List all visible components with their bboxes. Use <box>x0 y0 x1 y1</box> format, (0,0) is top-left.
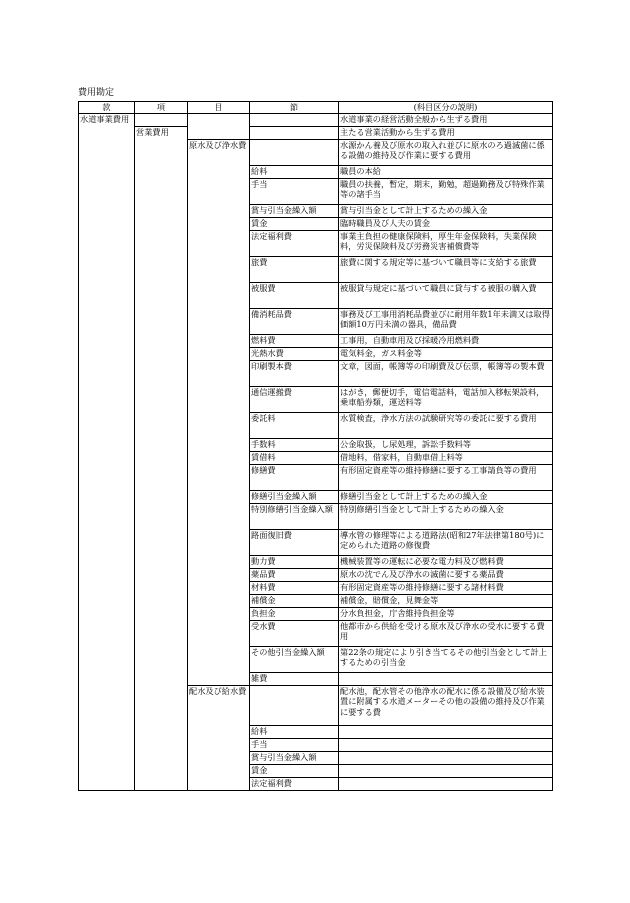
cell-kan <box>79 738 135 751</box>
cell-moku <box>188 672 250 685</box>
table-row <box>79 360 553 386</box>
header-moku: 目 <box>188 102 250 114</box>
cell-kan <box>79 594 135 607</box>
cell-kan <box>79 529 135 555</box>
cell-setsu: 修繕引当金繰入額 <box>250 490 339 503</box>
cell-kan <box>79 360 135 386</box>
cell-moku <box>188 217 250 230</box>
cell-description: 文章，図面，帳簿等の印刷費及び伝票，帳簿等の製本費 <box>339 360 553 386</box>
table-row <box>79 751 553 764</box>
cell-kou <box>135 308 188 334</box>
table-row <box>79 568 553 581</box>
cell-moku <box>188 165 250 178</box>
cell-kou: 営業費用 <box>135 126 188 139</box>
cell-moku: 原水及び浄水費 <box>188 139 250 165</box>
cell-kou <box>135 438 188 451</box>
cell-kan <box>79 347 135 360</box>
cell-moku <box>188 503 250 529</box>
cell-kou <box>135 607 188 620</box>
cell-moku <box>188 282 250 308</box>
cell-moku <box>188 204 250 217</box>
cell-kou <box>135 347 188 360</box>
cell-kan <box>79 764 135 777</box>
cell-kou <box>135 360 188 386</box>
cell-setsu: 旅費 <box>250 256 339 282</box>
cell-kan <box>79 568 135 581</box>
cell-moku <box>188 308 250 334</box>
cell-description: 導水管の修理等による道路法(昭和27年法律第180号)に定められた道路の修復費 <box>339 529 553 555</box>
table-row <box>79 503 553 529</box>
cell-moku <box>188 777 250 790</box>
cell-description: 他都市から供給を受ける原水及び浄水の受水に要する費用 <box>339 620 553 646</box>
cell-description: 原水の沈でん及び浄水の滅菌に要する薬品費 <box>339 568 553 581</box>
cell-setsu: 薬品費 <box>250 568 339 581</box>
cell-moku <box>188 412 250 438</box>
cell-kan <box>79 672 135 685</box>
cell-setsu: 光熱水費 <box>250 347 339 360</box>
cell-description: 有形固定資産等の維持修繕に要する工事請負等の費用 <box>339 464 553 490</box>
cell-description: 被服貸与規定に基づいて職員に貸与する被服の購入費 <box>339 282 553 308</box>
cell-moku <box>188 126 250 139</box>
cell-moku <box>188 113 250 126</box>
cell-description: 修繕引当金として計上するための繰入金 <box>339 490 553 503</box>
cell-setsu: 被服費 <box>250 282 339 308</box>
cell-kou <box>135 412 188 438</box>
cell-moku <box>188 646 250 672</box>
table-row <box>79 738 553 751</box>
table-row <box>79 113 553 126</box>
cell-setsu: 賃借料 <box>250 451 339 464</box>
header-setsu: 節 <box>250 102 339 114</box>
cell-description: はがき，郵便切手，電信電話料，電話加入移転架設料，乗車船券類，運送料等 <box>339 386 553 412</box>
cell-moku <box>188 256 250 282</box>
cell-kou <box>135 568 188 581</box>
table-row <box>79 607 553 620</box>
table-row <box>79 230 553 256</box>
cell-setsu: 手当 <box>250 178 339 204</box>
cell-setsu <box>250 113 339 126</box>
cell-kou <box>135 620 188 646</box>
cell-kou <box>135 256 188 282</box>
cell-description <box>339 764 553 777</box>
cell-description <box>339 672 553 685</box>
cell-kou <box>135 751 188 764</box>
cell-description: 有形固定資産等の維持修繕に要する諸材料費 <box>339 581 553 594</box>
cell-description: 配水池，配水管その他浄水の配水に係る設備及び給水装置に附属する水道メーターその他の設備の維持及び作業に要する費 <box>339 685 553 725</box>
table-row <box>79 347 553 360</box>
cell-description <box>339 725 553 738</box>
table-body <box>79 113 553 790</box>
cell-kou <box>135 594 188 607</box>
cell-kan <box>79 685 135 725</box>
table-row <box>79 412 553 438</box>
cell-description: 電気料金，ガス料金等 <box>339 347 553 360</box>
cell-moku <box>188 438 250 451</box>
cell-kou <box>135 464 188 490</box>
cell-description: 機械装置等の運転に必要な電力料及び燃料費 <box>339 555 553 568</box>
cell-kou <box>135 503 188 529</box>
cell-kan <box>79 139 135 165</box>
cell-kan <box>79 386 135 412</box>
cell-moku <box>188 178 250 204</box>
table-row <box>79 581 553 594</box>
cell-moku <box>188 490 250 503</box>
cell-setsu: 給料 <box>250 725 339 738</box>
cell-moku <box>188 529 250 555</box>
expense-account-table <box>78 101 553 791</box>
table-row <box>79 204 553 217</box>
cell-moku <box>188 230 250 256</box>
cell-moku <box>188 751 250 764</box>
cell-kou <box>135 529 188 555</box>
cell-kan <box>79 412 135 438</box>
cell-setsu: 路面復旧費 <box>250 529 339 555</box>
cell-moku <box>188 451 250 464</box>
table-row <box>79 672 553 685</box>
table-row <box>79 217 553 230</box>
cell-moku <box>188 581 250 594</box>
cell-setsu: 手当 <box>250 738 339 751</box>
table-row <box>79 178 553 204</box>
cell-description: 水源かん養及び原水の取入れ並びに原水のろ過滅菌に係る設備の維持及び作業に要する費用 <box>339 139 553 165</box>
cell-kou <box>135 165 188 178</box>
table-row <box>79 764 553 777</box>
cell-kou <box>135 451 188 464</box>
cell-description <box>339 751 553 764</box>
cell-setsu: 受水費 <box>250 620 339 646</box>
cell-moku <box>188 725 250 738</box>
cell-kou <box>135 282 188 308</box>
table-row <box>79 685 553 725</box>
cell-moku <box>188 594 250 607</box>
cell-description: 水道事業の経営活動全般から生ずる費用 <box>339 113 553 126</box>
table-row <box>79 438 553 451</box>
cell-setsu <box>250 139 339 165</box>
table-row <box>79 620 553 646</box>
cell-description: 職員の本給 <box>339 165 553 178</box>
table-row <box>79 594 553 607</box>
cell-moku <box>188 334 250 347</box>
cell-kan: 水道事業費用 <box>79 113 135 126</box>
cell-description: 臨時職員及び人夫の賃金 <box>339 217 553 230</box>
cell-description: 主たる営業活動から生ずる費用 <box>339 126 553 139</box>
cell-description: 職員の扶養，暫定，期末，勤勉，超過勤務及び特殊作業等の諸手当 <box>339 178 553 204</box>
header-kan: 款 <box>79 102 135 114</box>
cell-description: 事務及び工事用消耗品費並びに耐用年数1年未満又は取得価額10万円未満の器具，備品費 <box>339 308 553 334</box>
cell-setsu: 備消耗品費 <box>250 308 339 334</box>
cell-moku: 配水及び給水費 <box>188 685 250 725</box>
cell-kou <box>135 738 188 751</box>
cell-setsu: 動力費 <box>250 555 339 568</box>
cell-kan <box>79 308 135 334</box>
table-row <box>79 451 553 464</box>
cell-kou <box>135 204 188 217</box>
cell-kan <box>79 725 135 738</box>
cell-setsu: 補償金 <box>250 594 339 607</box>
table-row <box>79 334 553 347</box>
cell-setsu: 印刷製本費 <box>250 360 339 386</box>
cell-moku <box>188 464 250 490</box>
cell-kou <box>135 334 188 347</box>
cell-description: 分水負担金，庁舎維持負担金等 <box>339 607 553 620</box>
cell-kan <box>79 204 135 217</box>
table-header-row <box>79 102 553 114</box>
cell-description <box>339 738 553 751</box>
cell-kan <box>79 282 135 308</box>
cell-kan <box>79 451 135 464</box>
cell-moku <box>188 607 250 620</box>
cell-kan <box>79 555 135 568</box>
cell-setsu: 材料費 <box>250 581 339 594</box>
cell-setsu: 負担金 <box>250 607 339 620</box>
cell-kou <box>135 139 188 165</box>
cell-kou <box>135 217 188 230</box>
cell-description: 補償金，賠償金，見舞金等 <box>339 594 553 607</box>
table-row <box>79 165 553 178</box>
cell-setsu: 委託料 <box>250 412 339 438</box>
cell-moku <box>188 360 250 386</box>
cell-moku <box>188 738 250 751</box>
header-kou: 項 <box>135 102 188 114</box>
table-row <box>79 646 553 672</box>
cell-kou <box>135 386 188 412</box>
cell-kan <box>79 751 135 764</box>
cell-setsu: その他引当金繰入額 <box>250 646 339 672</box>
cell-kan <box>79 217 135 230</box>
cell-moku <box>188 620 250 646</box>
table-row <box>79 139 553 165</box>
cell-kou <box>135 581 188 594</box>
table-row <box>79 308 553 334</box>
cell-kan <box>79 503 135 529</box>
cell-kou <box>135 178 188 204</box>
cell-description <box>339 777 553 790</box>
cell-kou <box>135 230 188 256</box>
cell-setsu: 法定福利費 <box>250 777 339 790</box>
cell-kou <box>135 725 188 738</box>
cell-kou <box>135 777 188 790</box>
cell-setsu <box>250 685 339 725</box>
table-row <box>79 464 553 490</box>
cell-moku <box>188 568 250 581</box>
cell-setsu: 法定福利費 <box>250 230 339 256</box>
cell-setsu: 給料 <box>250 165 339 178</box>
table-row <box>79 529 553 555</box>
cell-kou <box>135 646 188 672</box>
cell-kan <box>79 230 135 256</box>
cell-setsu: 特別修繕引当金繰入額 <box>250 503 339 529</box>
cell-kou <box>135 113 188 126</box>
cell-setsu: 賞与引当金繰入額 <box>250 204 339 217</box>
table-row <box>79 256 553 282</box>
cell-kan <box>79 620 135 646</box>
cell-kan <box>79 256 135 282</box>
cell-kan <box>79 646 135 672</box>
cell-kan <box>79 178 135 204</box>
cell-kan <box>79 607 135 620</box>
cell-kan <box>79 438 135 451</box>
cell-kan <box>79 334 135 347</box>
cell-description: 水質検査，浄水方法の試験研究等の委託に要する費用 <box>339 412 553 438</box>
table-row <box>79 725 553 738</box>
table-row <box>79 490 553 503</box>
cell-kou <box>135 672 188 685</box>
cell-setsu: 燃料費 <box>250 334 339 347</box>
cell-kan <box>79 165 135 178</box>
cell-setsu: 修繕費 <box>250 464 339 490</box>
cell-description: 公金取扱，し尿処理，訴訟手数料等 <box>339 438 553 451</box>
table-row <box>79 282 553 308</box>
cell-setsu: 手数料 <box>250 438 339 451</box>
cell-moku <box>188 347 250 360</box>
cell-description: 事業主負担の健康保険料，厚生年金保険料，失業保険料，労災保険料及び労務災害補償費等 <box>339 230 553 256</box>
cell-description: 借地料，借家料，自動車借上料等 <box>339 451 553 464</box>
cell-kan <box>79 777 135 790</box>
cell-setsu <box>250 126 339 139</box>
cell-kan <box>79 464 135 490</box>
cell-kan <box>79 581 135 594</box>
header-description: (科目区分の説明) <box>339 102 553 114</box>
table-row <box>79 126 553 139</box>
cell-setsu: 賃金 <box>250 217 339 230</box>
cell-description: 旅費に関する規定等に基づいて職員等に支給する旅費 <box>339 256 553 282</box>
cell-setsu: 雑費 <box>250 672 339 685</box>
cell-description: 賞与引当金として計上するための繰入金 <box>339 204 553 217</box>
cell-kou <box>135 685 188 725</box>
cell-description: 特別修繕引当金として計上するための繰入金 <box>339 503 553 529</box>
cell-moku <box>188 764 250 777</box>
cell-description: 第22条の規定により引き当てるその他引当金として計上するための引当金 <box>339 646 553 672</box>
cell-moku <box>188 386 250 412</box>
cell-setsu: 通信運搬費 <box>250 386 339 412</box>
cell-setsu: 賃金 <box>250 764 339 777</box>
table-row <box>79 555 553 568</box>
cell-kan <box>79 126 135 139</box>
cell-kou <box>135 764 188 777</box>
table-row <box>79 777 553 790</box>
cell-description: 工事用，自動車用及び採暖冷用燃料費 <box>339 334 553 347</box>
cell-setsu: 賞与引当金繰入額 <box>250 751 339 764</box>
table-row <box>79 386 553 412</box>
cell-moku <box>188 555 250 568</box>
cell-kou <box>135 555 188 568</box>
page-title: 費用勘定 <box>78 88 115 98</box>
cell-kou <box>135 490 188 503</box>
cell-kan <box>79 490 135 503</box>
